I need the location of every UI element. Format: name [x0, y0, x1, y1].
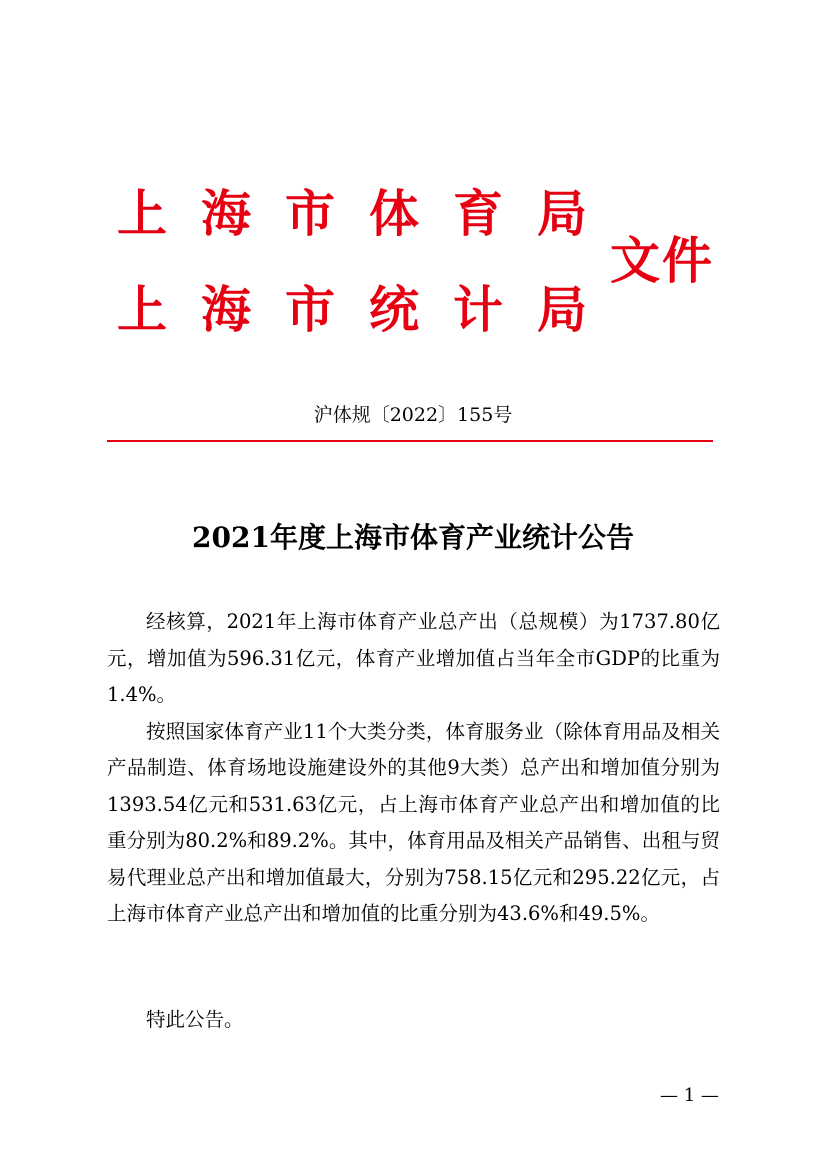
header-divider: [107, 440, 713, 442]
issuer-name-sports-bureau: 上海市体育局: [117, 185, 621, 243]
document-body: [107, 604, 720, 933]
document-number: 沪体规〔2022〕155号: [313, 404, 513, 426]
closing-statement: 特此公告。: [146, 1008, 244, 1031]
document-title: 2021年度上海市体育产业统计公告: [192, 521, 634, 554]
page-number: — 1 —: [660, 1085, 719, 1106]
body-paragraph-1: 经核算，2021年上海市体育产业总产出（总规模）为1737.80亿元，增加值为596.31亿元，体育产业增加值占当年全市GDP的比重为1.4%。: [107, 610, 720, 706]
document-type-label: 文件: [610, 232, 714, 290]
issuer-name-statistics-bureau: 上海市统计局: [117, 281, 621, 339]
body-paragraph-2: 按照国家体育产业11个大类分类，体育服务业（除体育用品及相关产品制造、体育场地设施建设外的其他9大类）总产出和增加值分别为1393.54亿元和531.63亿元，占上海市体育产业总产出和增加值的比重分别为80.2%和89.2%。其中，体育用品及相关产品销售、出租与贸易代理业总产出和增加值最大，分别为758.15亿元和295.22亿元，占上海市体育产业总产出和增加值的比重分别为43.6%和49.5%。: [107, 719, 720, 925]
